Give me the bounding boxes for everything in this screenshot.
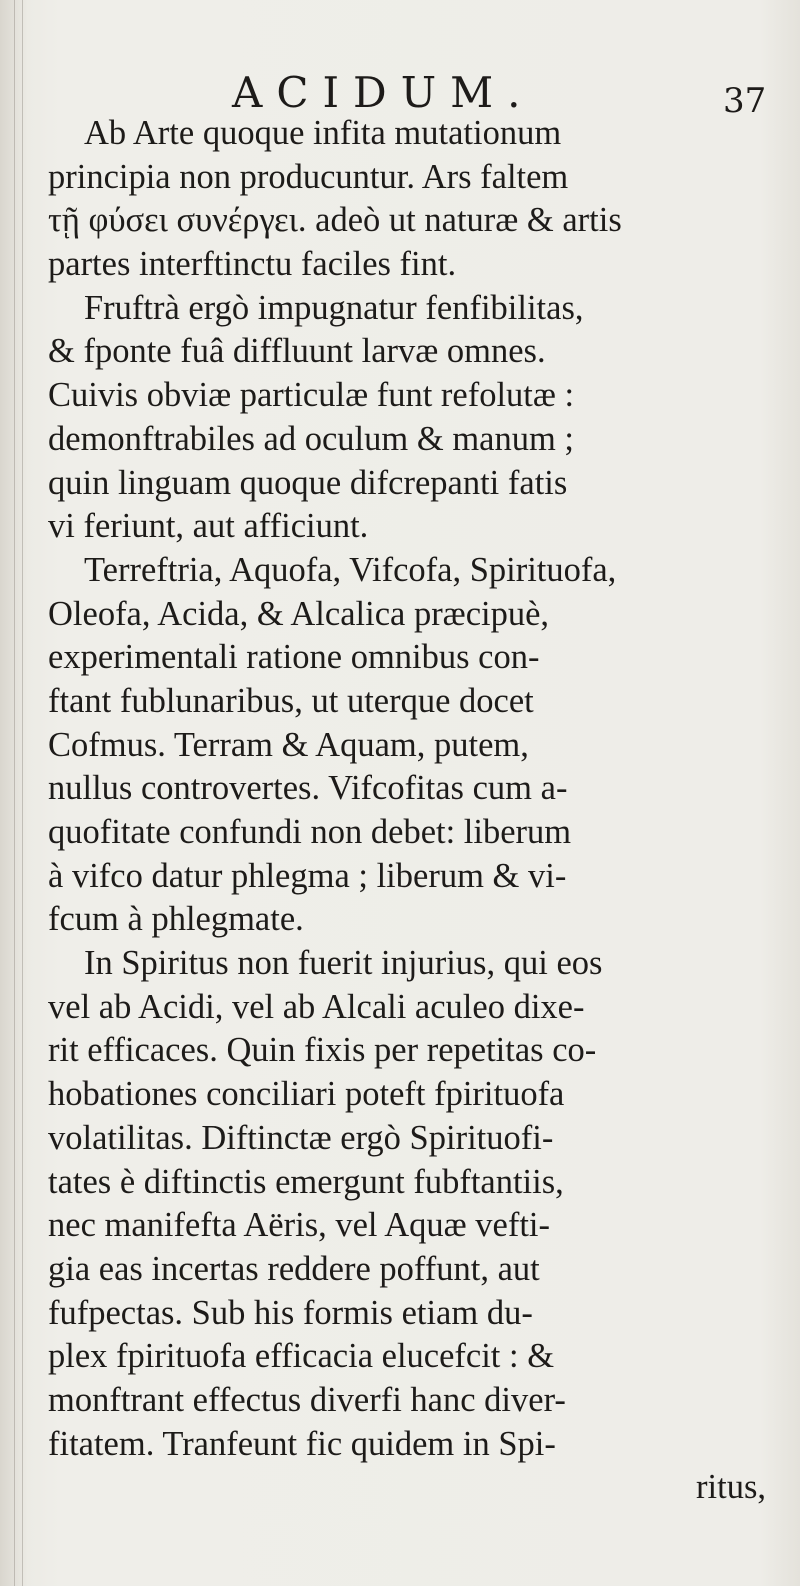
- text-line: hobationes conciliari poteft fpirituofa: [48, 1075, 565, 1114]
- text-line: tates è diftinctis emergunt fubftantiis,: [48, 1162, 564, 1201]
- page-number: 37: [723, 81, 767, 121]
- catchword: ritus,: [696, 1468, 766, 1507]
- text-line: In Spiritus non fuerit injurius, qui eos: [84, 944, 603, 983]
- text-line: plex fpirituofa efficacia elucefcit : &: [48, 1337, 555, 1376]
- text-line: principia non producuntur. Ars faltem: [48, 157, 569, 196]
- text-line: demonftrabiles ad oculum & manum ;: [48, 419, 575, 458]
- body-text: [48, 112, 778, 1510]
- gutter-edge: [14, 0, 15, 1586]
- text-line: gia eas incertas reddere poffunt, aut: [48, 1249, 540, 1288]
- text-line: quin linguam quoque difcrepanti fatis: [48, 463, 568, 502]
- text-line: τῇ φύσει συνέργει. adeò ut naturæ & artis: [48, 201, 622, 240]
- text-line: fitatem. Tranfeunt fic quidem in Spi-: [48, 1424, 556, 1463]
- text-line: monftrant effectus diverfi hanc diver-: [48, 1380, 566, 1419]
- page-header: [0, 68, 800, 121]
- running-head: ACIDUM.: [232, 68, 535, 117]
- text-line: fufpectas. Sub his formis etiam du-: [48, 1293, 533, 1332]
- text-line: Cofmus. Terram & Aquam, putem,: [48, 725, 529, 764]
- text-line: Fruftrà ergò impugnatur fenfibilitas,: [84, 288, 584, 327]
- gutter-edge: [22, 0, 23, 1586]
- text-line: Terreftria, Aquofa, Vifcofa, Spirituofa,: [84, 550, 617, 589]
- text-line: Cuivis obviæ particulæ funt refolutæ :: [48, 376, 575, 415]
- text-line: Ab Arte quoque infita mutationum: [84, 114, 562, 152]
- text-line: rit efficaces. Quin fixis per repetitas co-: [48, 1031, 597, 1070]
- text-line: partes interftinctu faciles fint.: [48, 245, 457, 284]
- text-line: Oleofa, Acida, & Alcalica præcipuè,: [48, 594, 550, 633]
- text-line: à vifco datur phlegma ; liberum & vi-: [48, 856, 567, 895]
- text-line: ftant fublunaribus, ut uterque docet: [48, 681, 534, 720]
- text-line: nullus controvertes. Vifcofitas cum a-: [48, 769, 568, 808]
- text-line: vi feriunt, aut afficiunt.: [48, 507, 369, 546]
- text-line: fcum à phlegmate.: [48, 900, 304, 939]
- text-line: volatilitas. Diftinctæ ergò Spirituofi-: [48, 1118, 554, 1157]
- text-line: vel ab Acidi, vel ab Alcali aculeo dixe-: [48, 987, 585, 1026]
- text-line: experimentali ratione omnibus con-: [48, 638, 540, 677]
- text-line: quofitate confundi non debet: liberum: [48, 813, 572, 851]
- text-line: nec manifefta Aëris, vel Aquæ vefti-: [48, 1206, 551, 1245]
- text-line: & fponte fuâ diffluunt larvæ omnes.: [48, 332, 546, 371]
